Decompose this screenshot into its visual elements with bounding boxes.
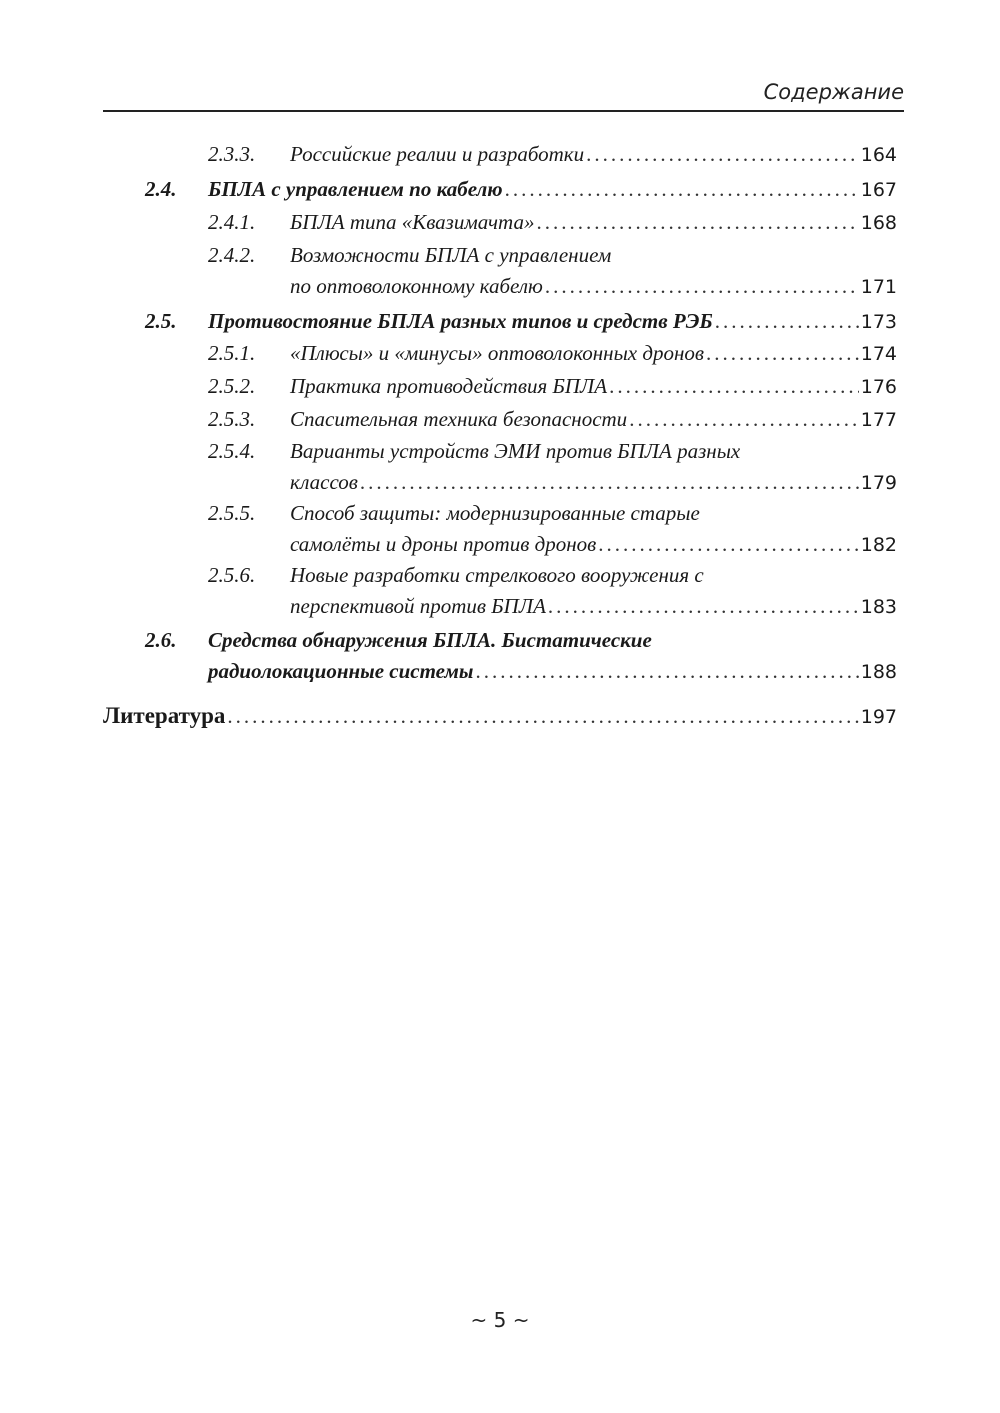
toc-entry-title: БПЛА с управлением по кабелю: [208, 177, 503, 201]
toc-entry-page: 174: [860, 343, 897, 365]
toc-entry-title: БПЛА типа «Квазимачта»: [290, 210, 535, 234]
toc-entry-2-5-1[interactable]: [208, 338, 897, 370]
page-number: ~ 5 ~: [470, 1308, 530, 1332]
toc-entry-number: 2.4.1.: [208, 210, 256, 234]
toc-entry-2-4[interactable]: [145, 174, 897, 206]
dot-leader: [536, 207, 858, 238]
toc-entry-title: Способ защиты: модернизированные старые: [290, 501, 700, 525]
toc-entry-2-4-1[interactable]: [208, 207, 897, 239]
toc-entry-title-continued: по оптоволоконному кабелю: [290, 274, 543, 298]
toc-entry-number: 2.5.: [145, 309, 177, 333]
dot-leader: [629, 404, 859, 435]
dot-leader: [505, 174, 859, 205]
toc-entry-page: 188: [860, 661, 897, 683]
toc-entry-title: Новые разработки стрелкового вооружения с: [290, 563, 704, 587]
dot-leader: [598, 529, 859, 560]
toc-entry-literature[interactable]: [103, 700, 897, 733]
toc-entry-title: Варианты устройств ЭМИ против БПЛА разных: [290, 439, 741, 463]
toc-entry-title-continued: классов: [290, 470, 358, 494]
running-header: Содержание: [763, 80, 904, 104]
toc-entry-number: 2.6.: [145, 628, 177, 652]
toc-entry-2-6[interactable]: [145, 625, 897, 688]
dot-leader: [715, 306, 859, 337]
toc-entry-2-5-6[interactable]: [208, 560, 897, 623]
toc-entry-2-5[interactable]: [145, 306, 897, 338]
toc-entry-title: Противостояние БПЛА разных типов и средств РЭБ: [208, 309, 713, 333]
toc-entry-page: 168: [860, 212, 897, 234]
dot-leader: [545, 271, 859, 302]
toc-entry-page: 164: [860, 144, 897, 166]
toc-entry-page: 197: [860, 706, 897, 728]
dot-leader: [360, 467, 859, 498]
toc-entry-2-5-4[interactable]: [208, 436, 897, 499]
dot-leader: [586, 139, 859, 170]
toc-entry-number: 2.4.2.: [208, 243, 256, 267]
toc-entry-page: 173: [860, 311, 897, 333]
toc-entry-title: Спасительная техника безопасности: [290, 407, 628, 431]
dot-leader: [475, 656, 858, 687]
toc-entry-2-5-5[interactable]: [208, 498, 897, 561]
toc-entry-title: Российские реалии и разработки: [290, 142, 585, 166]
dot-leader: [609, 371, 859, 402]
toc-entry-title: Возможности БПЛА с управлением: [290, 243, 612, 267]
toc-entry-number: 2.5.6.: [208, 563, 256, 587]
toc-entry-title: «Плюсы» и «минусы» оптоволоконных дронов: [290, 341, 705, 365]
toc-entry-number: 2.5.1.: [208, 341, 256, 365]
toc-entry-page: 182: [860, 534, 897, 556]
toc-entry-title: Литература: [103, 703, 226, 728]
toc-entry-number: 2.5.5.: [208, 501, 256, 525]
toc-entry-page: 177: [860, 409, 897, 431]
dot-leader: [706, 338, 859, 369]
toc-entry-number: 2.4.: [145, 177, 177, 201]
toc-entry-number: 2.5.4.: [208, 439, 256, 463]
toc-entry-number: 2.3.3.: [208, 142, 256, 166]
toc-entry-title: Практика противодействия БПЛА: [290, 374, 608, 398]
toc-entry-title-continued: самолёты и дроны против дронов: [290, 532, 597, 556]
toc-entry-page: 167: [860, 179, 897, 201]
toc-entry-number: 2.5.3.: [208, 407, 256, 431]
toc-entry-2-5-2[interactable]: [208, 371, 897, 403]
toc-entry-2-5-3[interactable]: [208, 404, 897, 436]
dot-leader: [548, 591, 859, 622]
dot-leader: [227, 701, 858, 732]
toc-entry-2-4-2[interactable]: [208, 240, 897, 303]
toc-entry-page: 183: [860, 596, 897, 618]
toc-entry-page: 179: [860, 472, 897, 494]
toc-entry-number: 2.5.2.: [208, 374, 256, 398]
toc-entry-page: 176: [860, 376, 897, 398]
toc-entry-title-continued: перспективой против БПЛА: [290, 594, 546, 618]
toc-entry-title: Средства обнаружения БПЛА. Бистатические: [208, 628, 652, 652]
toc-entry-2-3-3[interactable]: [208, 139, 897, 171]
toc-entry-title-continued: радиолокационные системы: [208, 659, 474, 683]
toc-entry-page: 171: [860, 276, 897, 298]
